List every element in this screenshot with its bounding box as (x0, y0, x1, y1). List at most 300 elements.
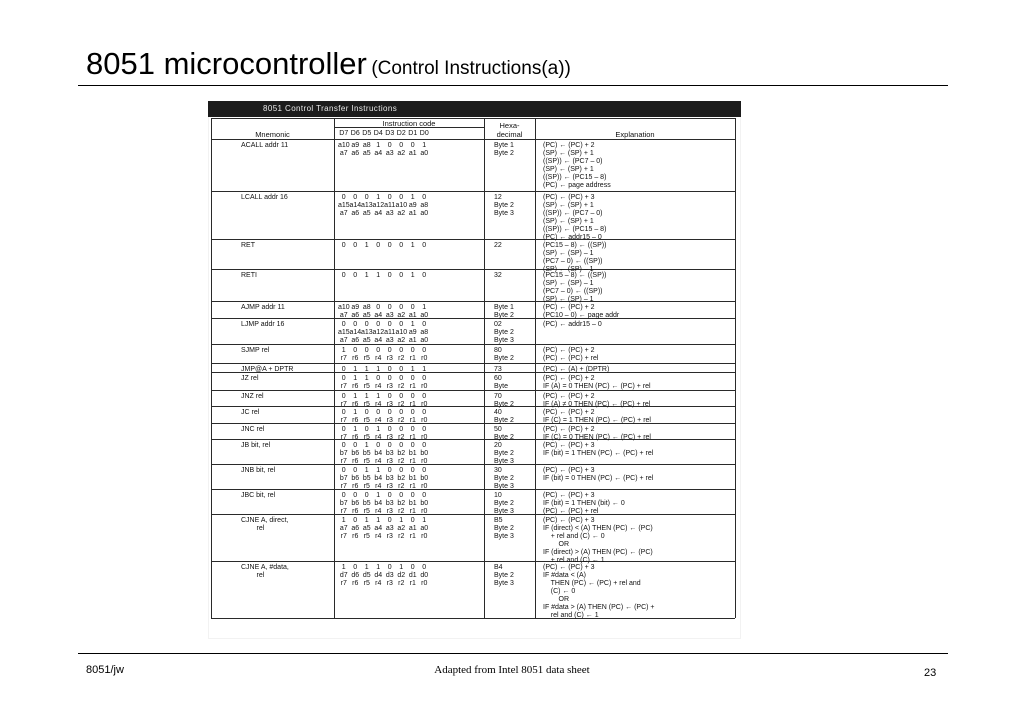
bit-value: r3 (386, 401, 393, 408)
row-mnemonic: JNB bit, rel (241, 467, 276, 474)
row-hex-code: 70 Byte 2 (494, 393, 514, 408)
bit-value: 1 (376, 564, 381, 571)
bit-value: r6 (352, 483, 359, 490)
bit-value: r2 (398, 483, 405, 490)
bit-value: a7 (339, 210, 348, 217)
row-explanation: (PC) ← (PC) + 3 IF #data < (A) THEN (PC) ← (PC) + rel and (C) ← 0 OR IF #data > (A) THEN (PC) ← (PC) + rel and (C) ← 1 (543, 564, 655, 619)
row-mnemonic: JB bit, rel (241, 442, 271, 449)
bit-value: d4 (374, 572, 383, 579)
bit-value: 1 (410, 321, 415, 328)
row-mnemonic: SJMP rel (241, 347, 270, 354)
row-explanation: (PC) ← (A) + (DPTR) (543, 366, 610, 373)
bit-value: a6 (351, 312, 360, 319)
bit-value: a3 (385, 210, 394, 217)
bit-value: a12 (372, 329, 385, 336)
footer-left-text: 8051/jw (86, 664, 124, 676)
bit-value: b2 (397, 450, 406, 457)
bit-value: 0 (422, 467, 427, 474)
row-hex-code: B5 Byte 2 Byte 3 (494, 517, 514, 540)
row-bit-pattern (338, 580, 430, 588)
slide-title-sub: (Control Instructions(a)) (371, 58, 571, 79)
row-hex-code: 32 (494, 272, 502, 279)
footer-source-text: Adapted from Intel 8051 data sheet (434, 664, 590, 676)
bit-value: r7 (340, 533, 347, 540)
header-bit-labels (338, 130, 430, 138)
bit-value: 0 (422, 194, 427, 201)
bit-value: 0 (353, 321, 358, 328)
bit-value: a1 (408, 150, 417, 157)
bit-value: 0 (399, 194, 404, 201)
row-explanation: (PC) ← (PC) + 2 IF (C) = 1 THEN (PC) ← (PC) + rel (543, 409, 651, 424)
bit-value: a15 (338, 329, 350, 336)
slide-title (86, 46, 571, 82)
bit-value: 1 (410, 194, 415, 201)
row-hex-code: 12 Byte 2 Byte 3 (494, 194, 514, 217)
bit-value: a12 (372, 202, 385, 209)
row-mnemonic: RETI (241, 272, 257, 279)
bit-value: b0 (420, 450, 429, 457)
bit-value: a4 (374, 210, 383, 217)
row-explanation: (PC) ← (PC) + 2 (PC10 – 0) ← page addr (543, 304, 620, 319)
bit-value: 0 (341, 409, 346, 416)
bit-value: r5 (363, 383, 370, 390)
row-hex-code: 73 (494, 366, 502, 373)
bit-value: 1 (364, 467, 369, 474)
bit-value: 0 (410, 564, 415, 571)
bit-value: a9 (408, 202, 417, 209)
bit-value: 0 (422, 347, 427, 354)
bit-value: 0 (376, 347, 381, 354)
bit-value: r5 (363, 508, 370, 515)
row-bit-pattern (338, 442, 430, 450)
bit-value: a5 (362, 337, 371, 344)
bit-label: D6 (350, 130, 360, 137)
footer-divider (78, 653, 948, 654)
bit-value: 1 (341, 517, 346, 524)
bit-value: b7 (339, 500, 348, 507)
row-mnemonic: CJNE A, #data, rel (241, 564, 289, 579)
bit-value: a0 (420, 210, 429, 217)
bit-value: a8 (362, 304, 371, 311)
row-explanation: (PC) ← (PC) + 2 (SP) ← (SP) + 1 ((SP)) ← (PC7 – 0) (SP) ← (SP) + 1 ((SP)) ← (PC15 – 8) (PC) ← page address (543, 142, 611, 189)
bit-value: 0 (387, 142, 392, 149)
bit-value: r0 (421, 508, 428, 515)
bit-value: r2 (398, 533, 405, 540)
row-hex-code: 22 (494, 242, 502, 249)
bit-value: a6 (351, 525, 360, 532)
header-instruction-code: Instruction code (382, 119, 436, 128)
bit-value: d0 (420, 572, 429, 579)
bit-value: 1 (422, 517, 427, 524)
row-mnemonic: JMP@A + DPTR (241, 366, 294, 373)
header-explanation: Explanation (615, 130, 655, 139)
table-rule (211, 390, 735, 391)
bit-value: a1 (408, 525, 417, 532)
bit-value: r7 (340, 458, 347, 465)
table-column-rule (211, 118, 212, 618)
bit-value: a14 (349, 202, 362, 209)
bit-value: 1 (376, 366, 381, 373)
bit-value: 0 (410, 142, 415, 149)
bit-value: b6 (351, 475, 360, 482)
bit-value: a1 (408, 210, 417, 217)
bit-value: 1 (341, 347, 346, 354)
bit-value: a8 (362, 142, 371, 149)
bit-value: 0 (410, 467, 415, 474)
row-hex-code: 30 Byte 2 Byte 3 (494, 467, 514, 490)
bit-value: 0 (353, 194, 358, 201)
bit-value: b3 (385, 450, 394, 457)
bit-value: a10 (395, 202, 408, 209)
bit-value: b0 (420, 500, 429, 507)
bit-value: 0 (341, 272, 346, 279)
bit-value: 0 (387, 347, 392, 354)
bit-value: a7 (339, 312, 348, 319)
bit-value: b2 (397, 500, 406, 507)
bit-value: r2 (398, 401, 405, 408)
bit-value: 0 (399, 366, 404, 373)
bit-value: b1 (408, 475, 417, 482)
row-bit-pattern (338, 321, 430, 329)
bit-value: r3 (386, 508, 393, 515)
bit-value: 0 (341, 442, 346, 449)
bit-value: 0 (353, 272, 358, 279)
bit-value: b1 (408, 450, 417, 457)
bit-value: 1 (376, 142, 381, 149)
bit-value: a3 (385, 150, 394, 157)
table-column-rule (334, 118, 335, 618)
row-bit-pattern (338, 202, 430, 210)
bit-value: 0 (353, 492, 358, 499)
bit-value: r1 (409, 355, 416, 362)
bit-value: b3 (385, 475, 394, 482)
bit-value: a4 (374, 525, 383, 532)
bit-value: r1 (409, 533, 416, 540)
bit-value: 1 (364, 564, 369, 571)
bit-value: 0 (387, 272, 392, 279)
bit-value: r5 (363, 580, 370, 587)
bit-value: b7 (339, 450, 348, 457)
bit-value: r6 (352, 417, 359, 424)
row-bit-pattern (338, 393, 430, 401)
bit-value: 0 (399, 347, 404, 354)
bit-value: r2 (398, 580, 405, 587)
bit-value: r3 (386, 434, 393, 441)
bit-value: a10 (395, 329, 408, 336)
row-explanation: (PC) ← (PC) + 3 (SP) ← (SP) + 1 ((SP)) ← (PC7 – 0) (SP) ← (SP) + 1 ((SP)) ← (PC15 – 8) (PC) ← addr15 – 0 (543, 194, 607, 241)
bit-value: a2 (397, 150, 406, 157)
row-explanation: (PC15 – 8) ← ((SP)) (SP) ← (SP) – 1 (PC7 – 0) ← ((SP)) (SP) ← (SP) – 1 (543, 272, 607, 303)
table-column-rule (535, 118, 536, 618)
bit-value: 1 (410, 242, 415, 249)
bit-value: r1 (409, 417, 416, 424)
row-bit-pattern (338, 533, 430, 541)
bit-value: a0 (420, 337, 429, 344)
bit-value: b1 (408, 500, 417, 507)
row-mnemonic: CJNE A, direct, rel (241, 517, 289, 532)
row-explanation: (PC) ← (PC) + 2 IF (C) = 0 THEN (PC) ← (PC) + rel (543, 426, 651, 441)
bit-value: d6 (351, 572, 360, 579)
bit-value: 0 (353, 564, 358, 571)
bit-value: r5 (363, 401, 370, 408)
bit-value: 0 (410, 347, 415, 354)
bit-value: a6 (351, 210, 360, 217)
bit-value: 0 (422, 272, 427, 279)
bit-value: 0 (387, 409, 392, 416)
bit-value: r3 (386, 580, 393, 587)
bit-value: 0 (399, 142, 404, 149)
bit-value: b4 (374, 450, 383, 457)
bit-value: 1 (399, 564, 404, 571)
bit-value: 0 (387, 492, 392, 499)
bit-value: r5 (363, 533, 370, 540)
table-rule (211, 406, 735, 407)
bit-value: 1 (364, 375, 369, 382)
bit-value: 0 (422, 409, 427, 416)
table-rule (211, 344, 735, 345)
bit-value: a3 (385, 337, 394, 344)
row-hex-code: 40 Byte 2 (494, 409, 514, 424)
bit-value: r2 (398, 434, 405, 441)
table-rule (211, 489, 735, 490)
bit-value: 0 (376, 375, 381, 382)
bit-value: 0 (399, 321, 404, 328)
bit-value: a5 (362, 525, 371, 532)
bit-value: a13 (361, 329, 373, 336)
row-bit-pattern (338, 483, 430, 491)
bit-value: r1 (409, 580, 416, 587)
bit-value: 0 (410, 492, 415, 499)
bit-value: 0 (410, 304, 415, 311)
bit-value: 1 (353, 409, 358, 416)
bit-value: 0 (422, 492, 427, 499)
bit-value: 0 (410, 409, 415, 416)
row-bit-pattern (338, 210, 430, 218)
bit-value: b4 (374, 500, 383, 507)
row-bit-pattern (338, 272, 430, 280)
bit-value: r1 (409, 508, 416, 515)
bit-value: a15 (338, 202, 350, 209)
bit-value: r0 (421, 458, 428, 465)
bit-value: a2 (397, 337, 406, 344)
bit-value: r3 (386, 417, 393, 424)
bit-value: 1 (376, 517, 381, 524)
bit-value: r4 (375, 355, 382, 362)
table-rule (211, 139, 735, 140)
bit-value: a1 (408, 337, 417, 344)
bit-label: D2 (396, 130, 406, 137)
bit-value: 0 (353, 442, 358, 449)
bit-value: 0 (399, 304, 404, 311)
row-explanation: (PC15 – 8) ← ((SP)) (SP) ← (SP) – 1 (PC7 – 0) ← ((SP)) (SP) ← (SP) – 1 (543, 242, 607, 273)
table-rule (211, 363, 735, 364)
row-bit-pattern (338, 426, 430, 434)
row-hex-code: 10 Byte 2 Byte 3 (494, 492, 514, 515)
bit-value: r3 (386, 383, 393, 390)
table-caption: 8051 Control Transfer Instructions (208, 101, 741, 117)
row-bit-pattern (338, 458, 430, 466)
bit-value: a3 (385, 312, 394, 319)
row-hex-code: 60 Byte (494, 375, 509, 390)
bit-value: b5 (362, 450, 371, 457)
bit-value: b6 (351, 500, 360, 507)
bit-value: d5 (362, 572, 371, 579)
bit-value: r7 (340, 434, 347, 441)
bit-value: r5 (363, 483, 370, 490)
row-hex-code: B4 Byte 2 Byte 3 (494, 564, 514, 587)
bit-value: 0 (387, 242, 392, 249)
bit-value: r6 (352, 508, 359, 515)
bit-value: a10 (338, 304, 350, 311)
bit-value: 0 (376, 409, 381, 416)
bit-value: 0 (376, 321, 381, 328)
row-mnemonic: LCALL addr 16 (241, 194, 288, 201)
bit-value: 0 (341, 393, 346, 400)
bit-value: b7 (339, 475, 348, 482)
table-rule (211, 618, 735, 619)
row-mnemonic: JNC rel (241, 426, 265, 433)
bit-value: r4 (375, 508, 382, 515)
bit-value: 0 (387, 304, 392, 311)
bit-value: r6 (352, 401, 359, 408)
slide-title-main: 8051 microcontroller (86, 46, 367, 81)
bit-value: b2 (397, 475, 406, 482)
bit-value: 0 (341, 366, 346, 373)
table-rule (211, 439, 735, 440)
bit-value: 1 (376, 194, 381, 201)
bit-value: r3 (386, 458, 393, 465)
bit-value: 0 (341, 467, 346, 474)
bit-value: 0 (364, 321, 369, 328)
bit-value: 0 (387, 564, 392, 571)
bit-value: r4 (375, 458, 382, 465)
bit-value: 0 (410, 393, 415, 400)
row-hex-code: Byte 1 Byte 2 (494, 142, 514, 157)
bit-value: 0 (399, 492, 404, 499)
bit-label: D7 (339, 130, 349, 137)
bit-value: r6 (352, 355, 359, 362)
bit-value: 0 (410, 375, 415, 382)
bit-value: 0 (341, 242, 346, 249)
bit-value: r7 (340, 580, 347, 587)
row-explanation: (PC) ← addr15 – 0 (543, 321, 602, 328)
bit-value: r2 (398, 355, 405, 362)
bit-value: 0 (399, 375, 404, 382)
bit-value: 0 (399, 393, 404, 400)
row-bit-pattern (338, 417, 430, 425)
bit-value: r3 (386, 533, 393, 540)
bit-value: 1 (353, 375, 358, 382)
bit-value: b3 (385, 500, 394, 507)
bit-value: 0 (422, 426, 427, 433)
bit-value: 0 (353, 517, 358, 524)
row-hex-code: 50 Byte 2 (494, 426, 514, 441)
table-rule (211, 561, 735, 562)
bit-value: 0 (341, 426, 346, 433)
bit-value: a14 (349, 329, 362, 336)
header-hexadecimal: Hexa- decimal (496, 121, 523, 139)
bit-value: r1 (409, 401, 416, 408)
bit-value: r5 (363, 434, 370, 441)
bit-value: r7 (340, 401, 347, 408)
row-hex-code: 20 Byte 2 Byte 3 (494, 442, 514, 465)
bit-value: 0 (387, 442, 392, 449)
bit-value: r2 (398, 508, 405, 515)
bit-value: 0 (399, 409, 404, 416)
bit-value: r0 (421, 483, 428, 490)
row-bit-pattern (338, 475, 430, 483)
bit-value: b6 (351, 450, 360, 457)
bit-value: 0 (410, 426, 415, 433)
bit-label: D1 (408, 130, 418, 137)
bit-value: a7 (339, 337, 348, 344)
bit-value: 0 (387, 366, 392, 373)
bit-value: r5 (363, 458, 370, 465)
row-bit-pattern (338, 194, 430, 202)
bit-value: a13 (361, 202, 373, 209)
bit-value: 0 (387, 194, 392, 201)
row-bit-pattern (338, 500, 430, 508)
bit-value: 1 (364, 517, 369, 524)
bit-value: 0 (399, 467, 404, 474)
bit-value: a4 (374, 312, 383, 319)
table-rule (211, 514, 735, 515)
bit-value: 1 (364, 393, 369, 400)
bit-value: a8 (420, 329, 429, 336)
bit-value: 0 (376, 242, 381, 249)
bit-value: 0 (410, 517, 415, 524)
row-bit-pattern (338, 492, 430, 500)
page-number: 23 (924, 667, 937, 679)
bit-value: 1 (376, 272, 381, 279)
bit-value: 0 (376, 304, 381, 311)
bit-value: r6 (352, 533, 359, 540)
row-bit-pattern (338, 304, 430, 312)
bit-value: 1 (376, 393, 381, 400)
bit-value: 1 (410, 366, 415, 373)
bit-value: d3 (385, 572, 394, 579)
bit-value: a5 (362, 150, 371, 157)
bit-value: r4 (375, 434, 382, 441)
bit-value: 1 (353, 426, 358, 433)
row-bit-pattern (338, 329, 430, 337)
bit-value: 0 (410, 442, 415, 449)
row-bit-pattern (338, 150, 430, 158)
bit-value: 0 (353, 467, 358, 474)
bit-value: r4 (375, 417, 382, 424)
title-divider (78, 85, 948, 86)
bit-value: 0 (387, 321, 392, 328)
bit-value: r6 (352, 458, 359, 465)
row-bit-pattern (338, 142, 430, 150)
bit-value: 0 (422, 442, 427, 449)
bit-value: 0 (364, 347, 369, 354)
bit-value: a7 (339, 150, 348, 157)
bit-value: a9 (408, 329, 417, 336)
bit-value: 1 (422, 366, 427, 373)
row-mnemonic: JC rel (241, 409, 260, 416)
row-explanation: (PC) ← (PC) + 2 IF (A) ≠ 0 THEN (PC) ← (PC) + rel (543, 393, 651, 408)
bit-value: 1 (422, 304, 427, 311)
bit-value: a5 (362, 312, 371, 319)
bit-value: r1 (409, 434, 416, 441)
bit-value: r1 (409, 383, 416, 390)
bit-value: a7 (339, 525, 348, 532)
row-explanation: (PC) ← (PC) + 3 IF (bit) = 0 THEN (PC) ← (PC) + rel (543, 467, 654, 482)
bit-value: a0 (420, 525, 429, 532)
bit-value: r6 (352, 434, 359, 441)
bit-value: r5 (363, 355, 370, 362)
